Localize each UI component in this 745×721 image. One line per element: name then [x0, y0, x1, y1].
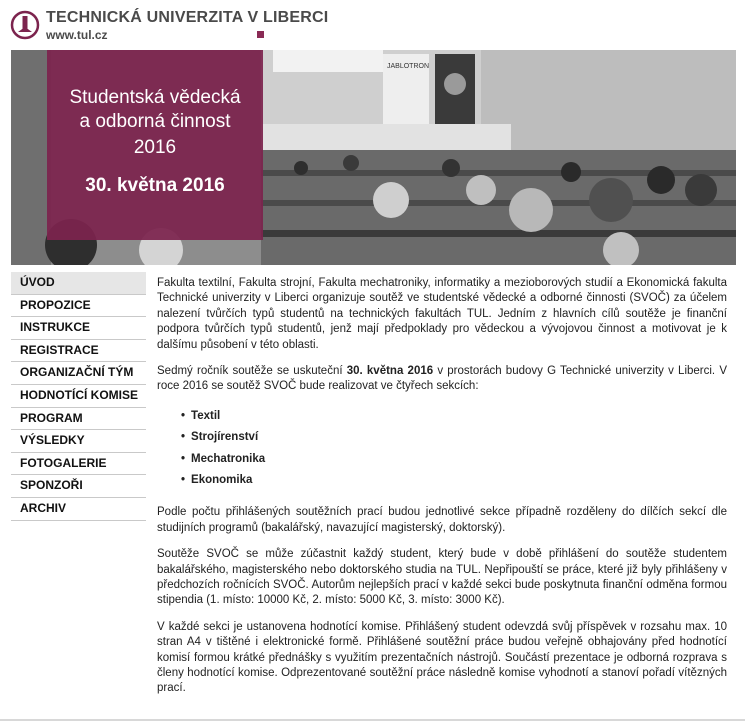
committee-paragraph: V každé sekci je ustanovena hodnotící komise. Přihlášený student odevzdá svůj příspěvek v rozsahu max. 10 stran A4 v tištěné i elektronické formě. Přihlášené soutěžní práce budou veřejně obhajovány před hodnotící komisí formou krátké přednášky s využitím prezentačních nástrojů. Součástí prezentace je odborná rozprava s členy hodnotící komise. Odprezentované soutěžní práce následně komise vyhodnotí a stanoví pořadí vítězných prací. — [157, 620, 727, 695]
list-item: • Ekonomika — [181, 470, 727, 491]
nav-item-uvod[interactable]: ÚVOD — [11, 272, 146, 295]
banner-title-box — [47, 50, 263, 240]
nav-item-instrukce[interactable]: INSTRUKCE — [11, 317, 146, 340]
event-text-after: v prostorách budovy G Technické univerzity v Liberci. V roce 2016 se soutěž SVOČ bude realizovat ve čtyřech sekcích: — [157, 365, 727, 393]
nav-item-sponzori[interactable]: SPONZOŘI — [11, 475, 146, 498]
nav-item-propozice[interactable]: PROPOZICE — [11, 295, 146, 318]
nav-item-registrace[interactable]: REGISTRACE — [11, 340, 146, 363]
university-url[interactable]: www.tul.cz — [46, 28, 108, 42]
sections-list — [181, 406, 727, 492]
university-logo[interactable] — [10, 8, 40, 42]
list-item: • Textil — [181, 406, 727, 427]
nav-item-organizacni-tym[interactable]: ORGANIZAČNÍ TÝM — [11, 362, 146, 385]
sidebar-nav — [11, 272, 146, 521]
hero-banner — [11, 50, 736, 265]
list-item: • Strojírenství — [181, 427, 727, 448]
header-accent-square — [257, 31, 264, 38]
nav-item-fotogalerie[interactable]: FOTOGALERIE — [11, 453, 146, 476]
event-date: 30. května 2016 — [346, 365, 434, 378]
nav-item-archiv[interactable]: ARCHIV — [11, 498, 146, 521]
header — [0, 0, 745, 50]
nav-item-vysledky[interactable]: VÝSLEDKY — [11, 430, 146, 453]
nav-item-hodnotici-komise[interactable]: HODNOTÍCÍ KOMISE — [11, 385, 146, 408]
main-content — [157, 276, 727, 708]
banner-title-line1: Studentská vědecká — [69, 87, 241, 108]
banner-title-year: 2016 — [133, 137, 177, 158]
subsections-paragraph: Podle počtu přihlášených soutěžních prací budou jednotlivé sekce případně rozděleny do dílčích sekcí dle studijních programů (bakalářský, navazující magisterský, doktorský). — [157, 506, 727, 534]
university-name[interactable]: TECHNICKÁ UNIVERZITA V LIBERCI — [46, 9, 329, 26]
nav-item-program[interactable]: PROGRAM — [11, 408, 146, 431]
event-paragraph — [157, 364, 727, 395]
banner-event-date: 30. května 2016 — [85, 175, 225, 196]
banner-title-line2: a odborná činnost — [79, 111, 231, 132]
intro-paragraph: Fakulta textilní, Fakulta strojní, Fakulta mechatroniky, informatiky a mezioborových studií a Ekonomická fakulta Technické univerzity v Liberci organizuje soutěž ve studentské vědecké a odborné činnosti (SVOČ) za účelem nalezení tvůrčích typů studentů na technických fakultách TUL. Jedním z hlavních cílů soutěže je finanční podpora tvůrčích typů studentů, jenž mají předpoklady pro vědeckou a vývojovou činnost a motivovat je k dalšímu působení v této oblasti. — [157, 277, 727, 351]
eligibility-paragraph: Soutěže SVOČ se může zúčastnit každý student, který bude v době přihlášení do soutěže studentem bakalářského, magisterského nebo doktorského studia na TUL. Nepřipouští se práce, které již byly přihlášeny v předchozích ročnících SVOČ. Autorům nejlepších prací v každé sekci bude poskytnuta finanční odměna formou stipendia (1. místo: 10000 Kč, 2. místo: 5000 Kč, 3. místo: 3000 Kč). — [157, 548, 727, 607]
list-item: • Mechatronika — [181, 449, 727, 470]
event-text-before: Sedmý ročník soutěže se uskuteční — [157, 365, 347, 378]
banner-screen-logo: JABLOTRON — [387, 63, 430, 70]
